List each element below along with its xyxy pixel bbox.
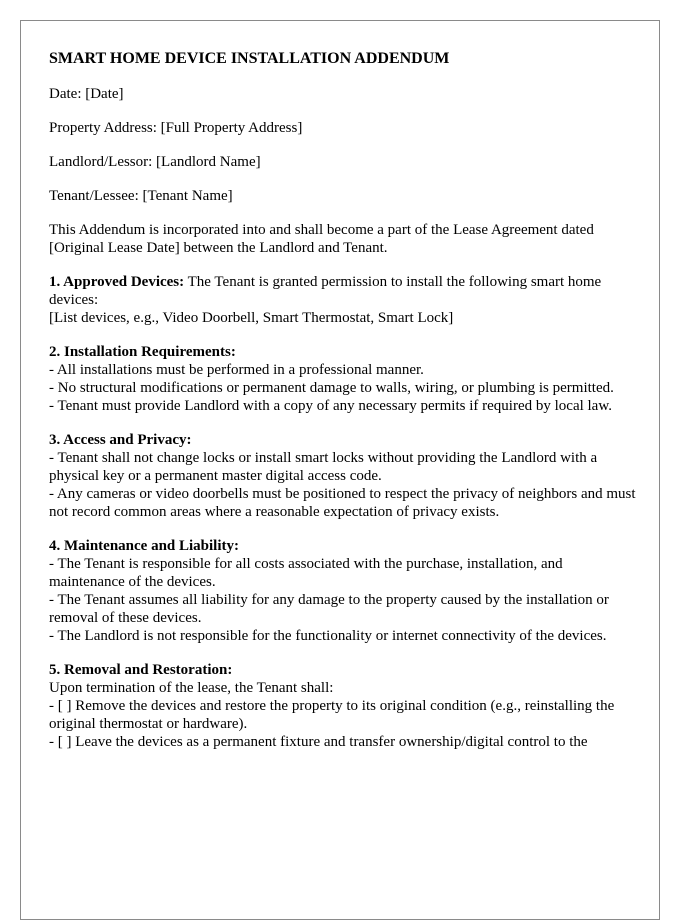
section-removal-restoration — [49, 661, 639, 751]
section-line: - The Tenant is responsible for all costs associated with the purchase, installation, and maintenance of the devices. — [49, 556, 563, 590]
section-access-privacy — [49, 431, 639, 521]
section-inline-text: The Tenant is granted permission to install the following smart home devices: — [49, 274, 602, 308]
date-field: Date: [Date] — [49, 86, 124, 102]
section-heading: 1. Approved Devices: — [49, 274, 185, 290]
section-maintenance-liability — [49, 537, 639, 645]
section-installation-requirements — [49, 343, 639, 415]
property-address-field: Property Address: [Full Property Address] — [49, 120, 303, 136]
landlord-field: Landlord/Lessor: [Landlord Name] — [49, 154, 261, 170]
section-heading: 5. Removal and Restoration: — [49, 662, 233, 678]
section-line: - Tenant shall not change locks or install smart locks without providing the Landlord with a physical key or a permanent master digital access code. — [49, 450, 598, 484]
section-line: Upon termination of the lease, the Tenant shall: — [49, 680, 334, 696]
tenant-field: Tenant/Lessee: [Tenant Name] — [49, 188, 233, 204]
section-line: - The Landlord is not responsible for the functionality or internet connectivity of the devices. — [49, 628, 607, 644]
section-line: - All installations must be performed in a professional manner. — [49, 362, 424, 378]
document-title: SMART HOME DEVICE INSTALLATION ADDENDUM — [49, 50, 450, 67]
section-line: [List devices, e.g., Video Doorbell, Smart Thermostat, Smart Lock] — [49, 310, 454, 326]
section-heading: 4. Maintenance and Liability: — [49, 538, 240, 554]
section-line: - The Tenant assumes all liability for any damage to the property caused by the installation or removal of these devices. — [49, 592, 609, 626]
document-page — [20, 20, 660, 920]
section-heading: 2. Installation Requirements: — [49, 344, 236, 360]
section-line: - [ ] Leave the devices as a permanent fixture and transfer ownership/digital control to the — [49, 734, 588, 750]
document-content — [49, 49, 639, 767]
section-line: - No structural modifications or permanent damage to walls, wiring, or plumbing is permitted. — [49, 380, 614, 396]
section-heading: 3. Access and Privacy: — [49, 432, 192, 448]
section-line: - [ ] Remove the devices and restore the property to its original condition (e.g., reinstalling the original thermostat or hardware). — [49, 698, 615, 732]
section-line: - Tenant must provide Landlord with a copy of any necessary permits if required by local law. — [49, 398, 612, 414]
section-approved-devices — [49, 273, 639, 327]
intro-paragraph: This Addendum is incorporated into and shall become a part of the Lease Agreement dated [Original Lease Date] between the Landlord and Tenant. — [49, 222, 594, 256]
section-line: - Any cameras or video doorbells must be positioned to respect the privacy of neighbors and must not record common areas where a reasonable expectation of privacy exists. — [49, 486, 636, 520]
